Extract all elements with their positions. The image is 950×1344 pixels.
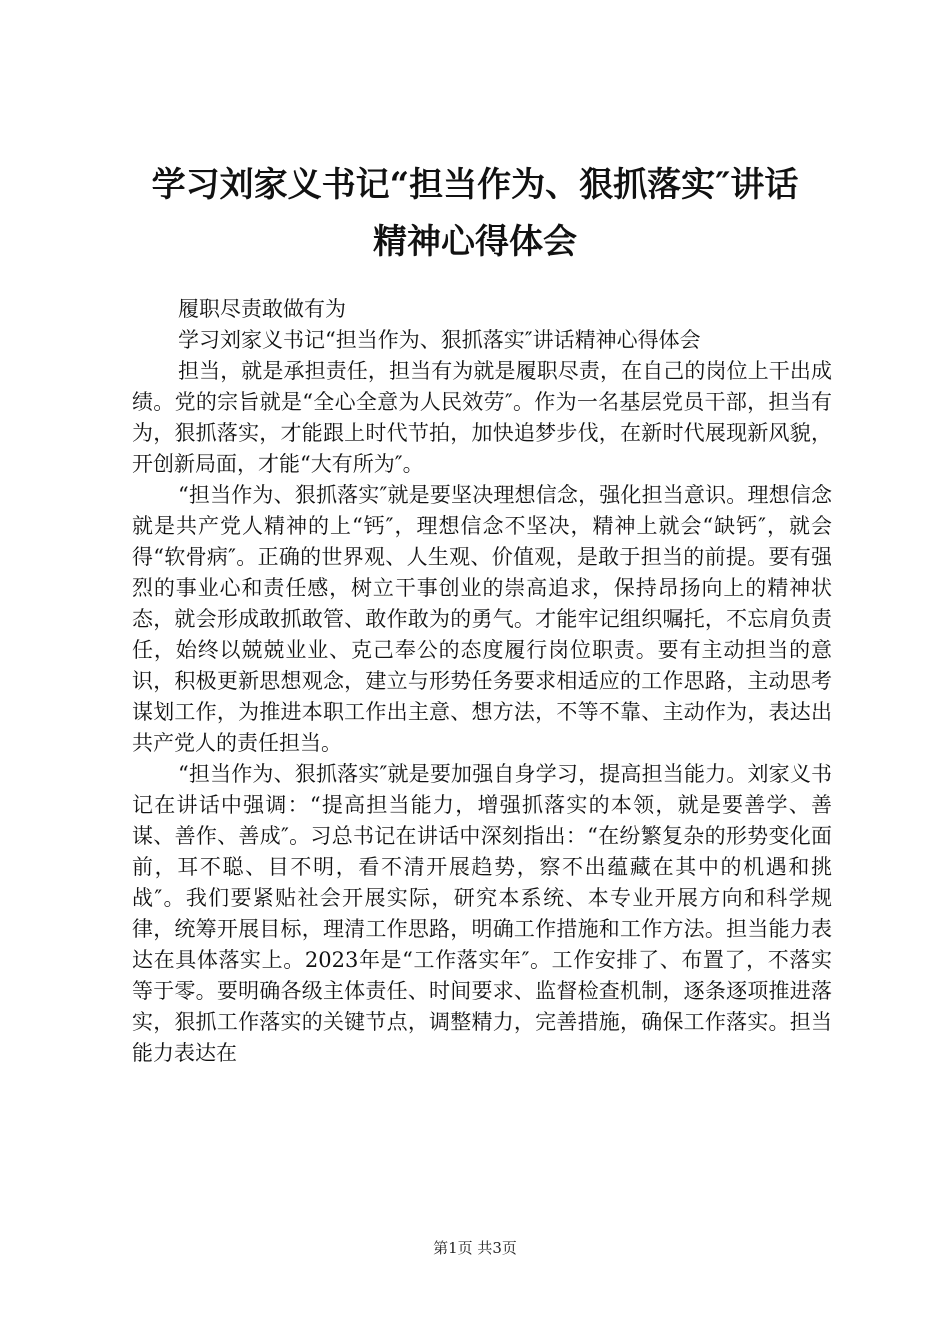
paragraph-1: 担当，就是承担责任，担当有为就是履职尽责，在自己的岗位上干出成绩。党的宗旨就是“全心全意为人民效劳″。作为一名基层党员干部，担当有为，狠抓落实，才能跟上时代节拍，加快追梦步伐，在新时代展现新风貌，开创新局面，才能“大有所为″。 — [132, 359, 832, 476]
paragraph-3: “担当作为、狠抓落实″就是要加强自身学习，提高担当能力。刘家义书记在讲话中强调：“提高担当能力，增强抓落实的本领，就是要善学、善谋、善作、善成″。习总书记在讲话中深刻指出：“在纷繁复杂的形势变化面前，耳不聪、目不明，看不清开展趋势，察不出蕴藏在其中的机遇和挑战″。我们要紧贴社会开展实际，研究本系统、本专业开展方向和科学规律，统筹开展目标，理清工作思路，明确工作措施和工作方法。担当能力表达在具体落实上。2023年是“工作落实年″。工作安排了、布置了，不落实等于零。要明确各级主体责任、时间要求、监督检查机制，逐条逐项推进落实，狠抓工作落实的关键节点，调整精力，完善措施，确保工作落实。担当能力表达在 — [132, 762, 832, 1065]
document-title-line-2: 精神心得体会 — [373, 222, 577, 262]
document-subtitle: 履职尽责敢做有为 — [178, 297, 346, 321]
paragraph-2: “担当作为、狠抓落实″就是要坚决理想信念，强化担当意识。理想信念就是共产党人精神的上“钙″，理想信念不坚决，精神上就会“缺钙″，就会得“软骨病″。正确的世界观、人生观、价值观，是敢于担当的前提。要有强烈的事业心和责任感，树立干事创业的崇高追求，保持昂扬向上的精神状态，就会形成敢抓敢管、敢作敢为的勇气。才能牢记组织嘱托，不忘肩负责任，始终以兢兢业业、克己奉公的态度履行岗位职责。要有主动担当的意识，积极更新思想观念，建立与形势任务要求相适应的工作思路，主动思考谋划工作，为推进本职工作出主意、想方法，不等不靠、主动作为，表达出共产党人的责任担当。 — [132, 483, 832, 755]
document-title-line-1: 学习刘家义书记“担当作为、狠抓落实″讲话 — [151, 165, 799, 205]
document-body — [132, 294, 832, 1069]
page-footer: 第1页 共3页 — [433, 1239, 517, 1257]
document-repeat-title: 学习刘家义书记“担当作为、狠抓落实″讲话精神心得体会 — [178, 328, 701, 352]
